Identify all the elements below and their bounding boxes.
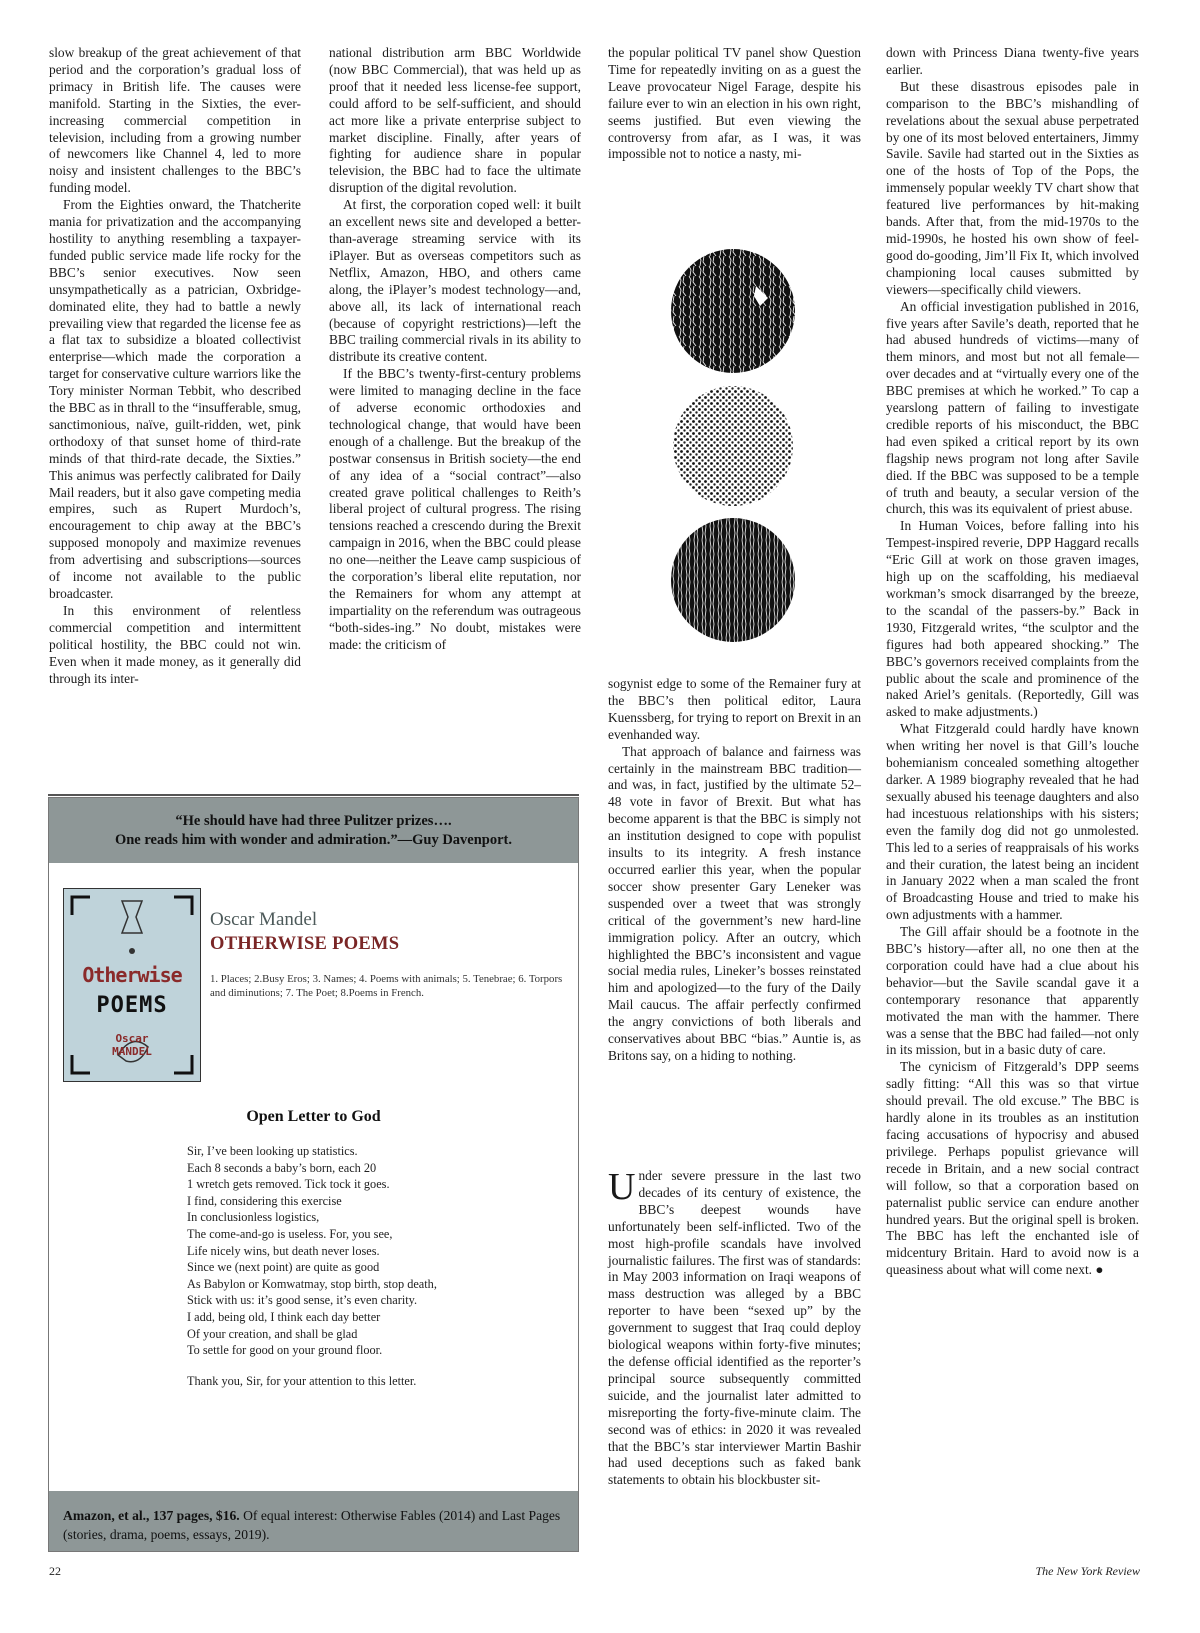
poem-line: Of your creation, and shall be glad <box>187 1326 358 1341</box>
paragraph: In this environment of relentless commercial competition and intermittent political hostility, the BBC could not win. Even when it made money, as it generally did through its inter- <box>49 602 301 686</box>
paragraph: national distribution arm BBC Worldwide (now BBC Commercial), that was held up as proof that it needed less license-fee support, could afford to be self-sufficient, and should act more like a private enterprise subject to market discipline. Finally, after years of fighting for audience share in popular television, the BBC had to face the ultimate disruption of the digital revolution. <box>329 45 581 196</box>
quote-line: One reads him with wonder and admiration.”—Guy Davenport. <box>114 832 513 848</box>
poem-body <box>187 1143 527 1389</box>
book-title: OTHERWISE POEMS <box>210 934 400 954</box>
book-advertisement <box>48 797 579 1552</box>
poem-line: 1 wretch gets removed. Tick tock it goes. <box>187 1177 390 1192</box>
paragraph: the popular political TV panel show Question Time for repeatedly inviting on as a guest the Leave provocateur Nigel Farage, despite his failure ever to win an election in his own right, seems justified. But even viewing the controversy from afar, as I was, it was impossible not to notice a nasty, mi- <box>608 45 861 162</box>
poem-line: The come-and-go is useless. For, you see, <box>187 1226 393 1241</box>
page-number: 22 <box>49 1564 61 1578</box>
quote-line: “He should have had three Pulitzer prizes…. <box>175 813 452 829</box>
article-column-1 <box>49 45 301 687</box>
paragraph: The Gill affair should be a footnote in the BBC’s history—after all, no one then at the corporation could have had a clue about his behavior—but the Savile scandal gave it a contemporary resonance that apparently motivated the man with the hammer. There was a sense that the BBC had failed—not only in its mission, but in a basic duty of care. <box>886 924 1139 1058</box>
paragraph: down with Princess Diana twenty-five years earlier. <box>886 45 1139 77</box>
paragraph: In Human Voices, before falling into his Tempest-inspired reverie, DPP Haggard recalls “Eric Gill at work on those graven images, high up on the scaffolding, his mediaeval workman’s smock disarranged by the breeze, to the scandal of the passers-by.” Back in 1930, Fitzgerald writes, “the sculptor and the figures had both appeared shocking.” The BBC’s governors received complaints from the public about the scale and prominence of the naked Ariel’s genitals. (Reportedly, Gill was asked to make adjustments.) <box>886 518 1139 720</box>
article-column-2 <box>329 45 581 654</box>
ad-footer <box>49 1491 578 1551</box>
cover-author-first: Oscar <box>115 1032 149 1045</box>
cover-title-line1: Otherwise <box>82 963 182 987</box>
book-author: Oscar Mandel <box>210 909 318 930</box>
book-contents: 1. Places; 2.Busy Eros; 3. Names; 4. Poems with animals; 5. Tenebrae; 6. Torpors and diminutions; 7. The Poet; 8.Poems in French. <box>210 973 563 999</box>
poem-line: I add, being old, I think each day better <box>187 1309 381 1324</box>
poem-line: In conclusionless logistics, <box>187 1210 320 1225</box>
cover-author <box>64 1032 200 1058</box>
paragraph: If the BBC’s twenty-first-century problems were limited to managing decline in the face of adverse economic orthodoxies and technological change, that would have been enough of a challenge. But the breakup of the postwar consensus in British society—the end of any idea of a “social contract”—also created grave political challenges to Reith’s liberal project of cultural progress. The rising tensions reached a crescendo during the Brexit campaign in 2016, when the BBC could please no one—neither the Leave camp suspicious of the corporation’s liberal elite reputation, nor the Remainers for whom any attempt at impartiality on the referendum was outrageous “both-sides-ing.” No doubt, mistakes were made: the criticism of <box>329 366 581 652</box>
publication-masthead: The New York Review <box>1035 1564 1140 1578</box>
poem-line: Sir, I’ve been looking up statistics. <box>187 1144 358 1158</box>
article-column-3-middle <box>608 676 861 1065</box>
ad-footer-price: Amazon, et al., 137 pages, $16. <box>63 1508 240 1523</box>
section-opening-paragraph <box>608 1168 861 1489</box>
ad-footer-note: Of equal interest: Otherwise Fables (2014) and Last Pages (stories, drama, poems, essays, 2019). <box>63 1508 561 1542</box>
poem-closing: Thank you, Sir, for your attention to this letter. <box>187 1373 417 1388</box>
poem-line: As Babylon or Komwatmay, stop birth, stop death, <box>187 1276 437 1291</box>
three-textured-circles-illustration <box>668 246 798 646</box>
paragraph: But these disastrous episodes pale in comparison to the BBC’s mishandling of revelations about the sexual abuse perpetrated by one of its most beloved entertainers, Jimmy Savile. Savile had started out in the Sixties as one of the hosts of Top of the Pops, the immensely popular weekly TV chart show that featured live performances by hit-making bands. After that, from the mid-1970s to the mid-1990s, he hosted his own show of feel-good do-gooding, Jim’ll Fix It, which involved championing local causes submitted by viewers—specifically child viewers. <box>886 78 1139 297</box>
article-column-3-bottom <box>608 1168 861 1489</box>
paragraph: The cynicism of Fitzgerald’s DPP seems sadly fitting: “All this was so that virtue should prevail. The old excuse.” The BBC is hardly alone in its troubles as an institution facing accusations of hypocrisy and abused privilege. Perhaps populist grievance will recede in Britain, and a new social contract will follow, so that a corporation based on paternalist public service can endure another hundred years. But the original spell is broken. The BBC has left the enchanted isle of midcentury Britain. Hard to avoid now is a queasiness about what will come next. ● <box>886 1059 1139 1278</box>
poem-title: Open Letter to God <box>246 1108 381 1125</box>
poem-line: To settle for good on your ground floor. <box>187 1343 383 1358</box>
paragraph: slow breakup of the great achievement of that period and the corporation’s gradual loss of primacy in British life. The causes were manifold. Starting in the Sixties, the ever-increasing commercial competition in television, including from a growing number of newcomers like Channel 4, led to more noisy and insistent challenges to the BBC’s funding model. <box>49 45 301 196</box>
paragraph: sogynist edge to some of the Remainer fury at the BBC’s then political editor, Laura Kuenssberg, for trying to report on Brexit in an evenhanded way. <box>608 676 862 742</box>
ad-top-rule <box>48 794 579 796</box>
bark-circle <box>671 518 795 642</box>
poem-line: I find, considering this exercise <box>187 1193 342 1208</box>
cracked-circle <box>671 249 795 373</box>
paragraph: An official investigation published in 2016, five years after Savile’s death, reported that he had abused hundreds of victims—many of them minors, and most but not all female—over decades and at “virtually every one of the BBC premises at which he worked.” To cap a yearslong pattern of failing to investigate credible reports of his misconduct, the BBC had even spiked a critical report by its own flagship news program not long after Savile died. If the BBC was supposed to be a temple of truth and beauty, a secular version of the church, this was its equivalent of priest abuse. <box>886 298 1139 517</box>
cover-author-last: MANDEL <box>112 1045 152 1058</box>
poem-line: Since we (next point) are quite as good <box>187 1260 380 1275</box>
ad-header-quote <box>49 798 578 863</box>
paragraph-text: nder severe pressure in the last two decades of its century of existence, the BBC’s deepest wounds have unfortunately been self-inflicted. Two of the most high-profile scandals have involved journalistic failures. The first was of standards: in May 2003 information on Iraqi weapons of mass destruction was alleged by a BBC reporter to have been “sexed up” by the government to suggest that Iraq could deploy biological weapons within forty-five minutes; the defense official identified as the reporter’s principal source subsequently committed suicide, and the journalist later admitted to misreporting the forty-five-minute claim. The second was of ethics: in 2020 it was revealed that the BBC’s star interviewer Martin Bashir had used deceptions such as faked bank statements to obtain his blockbuster sit- <box>608 1168 861 1488</box>
paragraph: That approach of balance and fairness was certainly in the mainstream BBC tradition—and was, in fact, justified by the ultimate 52–48 vote in favor of Brexit. But what has become apparent is that the BBC is simply not an institution designed to cope with populist insults to its integrity. A fresh instance occurred earlier this year, when the popular soccer show presenter Gary Leneker was suspended over a tweet that was strongly critical of the government’s new hard-line immigration policy. After an outcry, which highlighted the BBC’s inconsistent and vague social media rules, Lineker’s bosses reinstated him and apologized—to the fury of the Daily Mail caucus. The affair perfectly confirmed the angry convictions of both liberals and conservatives about BBC “bias.” Auntie is, as Britons say, on a hiding to nothing. <box>608 743 861 1063</box>
drop-cap: U <box>608 1166 636 1208</box>
book-cover <box>63 888 201 1082</box>
paragraph: What Fitzgerald could hardly have known when writing her novel is that Gill’s louche bohemianism concealed something altogether darker. A 1989 biography revealed that he had sexually abused his teenage daughters and also had incestuous relationships with his sisters; even the family dog did not go unmolested. This led to a series of reappraisals of his works and their curation, the latest being an incident in January 2022 when a man scaled the front of Broadcasting House and tried to make his own adjustments with a hammer. <box>886 721 1139 923</box>
article-column-3-top <box>608 45 861 163</box>
paragraph: At first, the corporation coped well: it built an excellent news site and developed a better-than-average streaming service with its iPlayer. But as overseas competitors such as Netflix, Amazon, HBO, and others came along, the iPlayer’s modest technology—and, above all, its lack of international reach (because of copyright restrictions)—left the BBC trailing commercial rivals in its ability to distribute its creative content. <box>329 197 581 365</box>
cover-title-line2: POEMS <box>96 993 168 1018</box>
poem-line: Each 8 seconds a baby’s born, each 20 <box>187 1160 377 1175</box>
article-column-4 <box>886 45 1139 1279</box>
poem-line: Life nicely wins, but death never loses. <box>187 1243 380 1258</box>
paragraph: From the Eighties onward, the Thatcherite mania for privatization and the accompanying hostility to anything resembling a taxpayer-funded public service made life rocky for the BBC’s senior executives. Now seen unsympathetically as a patrician, Oxbridge-dominated elite, they had to battle a newly prevailing view that regarded the license fee as a flat tax to subsidize a bloated collectivist enterprise—which made the corporation a target for conservative culture warriors like the Tory minister Norman Tebbit, who described the BBC as in thrall to the “insufferable, smug, sanctimonious, naïve, guilt-ridden, wet, pink orthodoxy of that sunset home of third-rate minds of that third-rate decade, the Sixties.” This animus was perfectly calibrated for Daily Mail readers, but it also gave competing media empires, such as Rupert Murdoch’s, encouragement to chip away at the BBC’s supposed monopoly and maximize revenues from advertising and subscriptions—sources of income not available to the public broadcaster. <box>49 197 301 601</box>
poem-line: Stick with us: it’s good sense, it’s even charity. <box>187 1293 418 1308</box>
halftone-circle <box>673 386 793 506</box>
